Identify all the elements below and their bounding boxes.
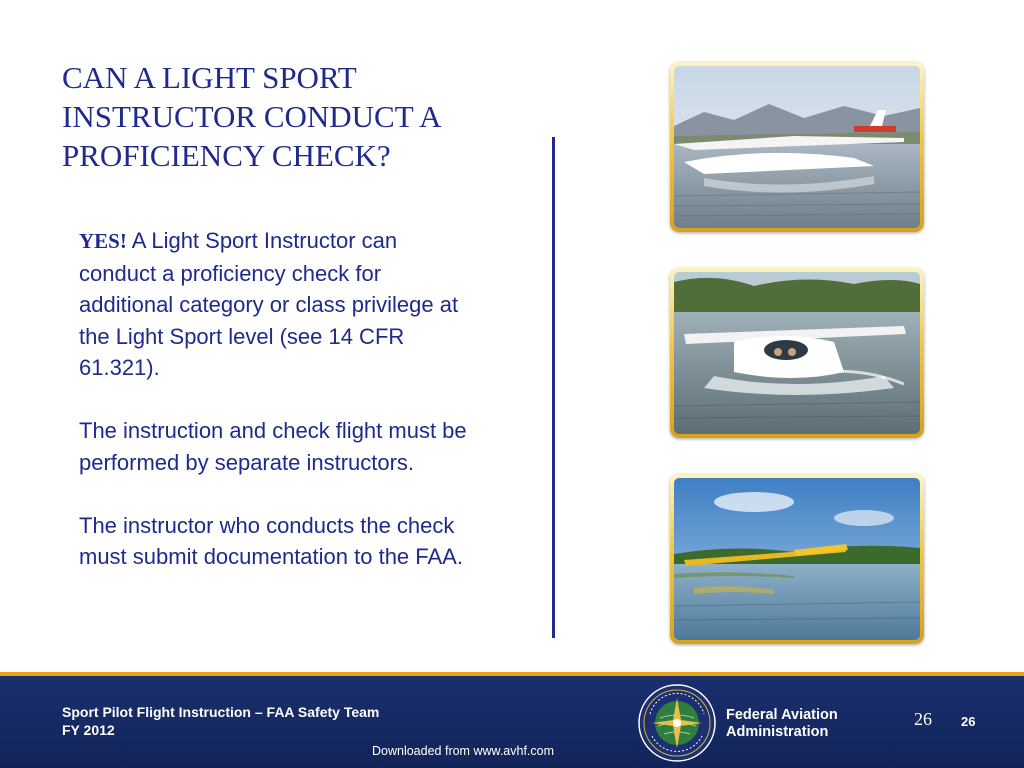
download-source: Downloaded from www.avhf.com (372, 744, 555, 758)
page-number-footer: 26 (961, 714, 976, 729)
footer (0, 676, 1024, 768)
paragraph-3: The instructor who conducts the check must submit documentation to the FAA. (79, 512, 463, 569)
seaplane-taxiing-photo-icon (670, 268, 924, 438)
faa-seal-icon (638, 684, 716, 762)
page-number: 26 (914, 709, 932, 729)
paragraph-1-text: A Light Sport Instructor can conduct a proficiency check for additional category or class privilege at the Light Sport level (see 14 CFR 61.321). (79, 228, 459, 380)
title-line-2: INSTRUCTOR CONDUCT A (62, 99, 442, 134)
seaplane-photo-icon-a5 (670, 62, 924, 232)
paragraph-1 (79, 225, 479, 384)
title-line-1: CAN A LIGHT SPORT (62, 60, 357, 95)
paragraph-2: The instruction and check flight must be performed by separate instructors. (79, 418, 467, 475)
agency-line-2: Administration (726, 724, 829, 740)
course-title: Sport Pilot Flight Instruction – FAA Safety Team (62, 704, 380, 720)
slide-title (62, 58, 532, 175)
yes-lead: YES! (79, 229, 127, 253)
body-text (79, 225, 479, 604)
vertical-divider (552, 137, 555, 638)
title-line-3: PROFICIENCY CHECK? (62, 138, 391, 173)
agency-name (726, 707, 838, 741)
course-info (62, 703, 379, 739)
agency-line-1: Federal Aviation (726, 707, 838, 723)
course-year: FY 2012 (62, 722, 115, 738)
yellow-floatplanes-lake-photo-icon (670, 474, 924, 644)
